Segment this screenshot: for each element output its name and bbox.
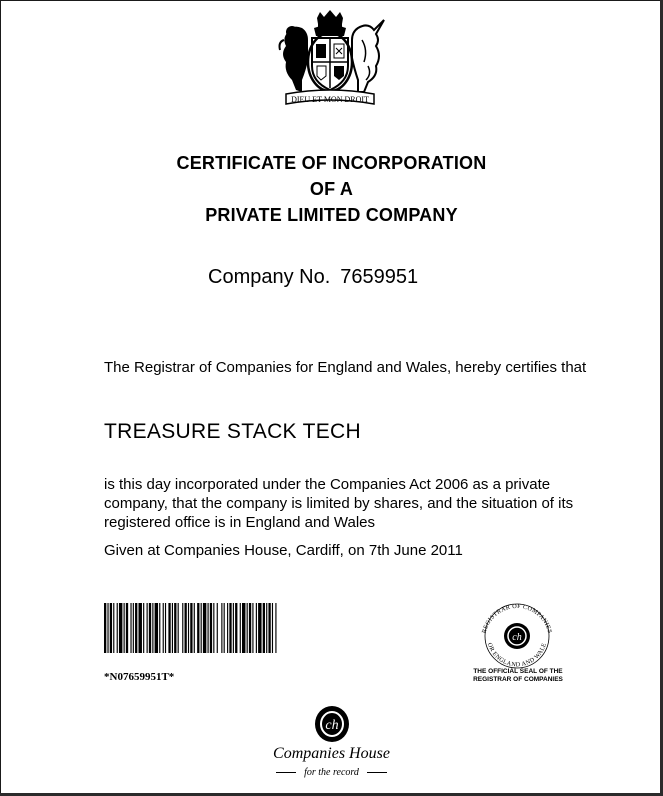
barcode-bar bbox=[203, 603, 206, 653]
svg-text:REGISTRAR OF COMPANIES: REGISTRAR OF COMPANIES bbox=[480, 602, 554, 635]
barcode-bar bbox=[194, 603, 195, 653]
barcode-bar bbox=[210, 603, 212, 653]
barcode-bar bbox=[168, 603, 170, 653]
seal-caption-line2: REGISTRAR OF COMPANIES bbox=[473, 676, 563, 683]
seal-caption-line1: THE OFFICIAL SEAL OF THE bbox=[473, 668, 563, 675]
barcode-bar bbox=[201, 603, 202, 653]
certificate-title-line2: OF A bbox=[309, 179, 354, 199]
barcode-bar bbox=[124, 603, 125, 653]
barcode-bar bbox=[233, 603, 234, 653]
barcode-bar bbox=[182, 603, 183, 653]
companies-house-name: Companies House bbox=[273, 745, 390, 762]
barcode-bar bbox=[149, 603, 151, 653]
barcode-bar bbox=[224, 603, 225, 653]
barcode-bar bbox=[185, 603, 187, 653]
barcode-bar bbox=[135, 603, 137, 653]
barcode-bar bbox=[143, 603, 144, 653]
svg-text:DIEU ET MON DROIT: DIEU ET MON DROIT bbox=[291, 95, 369, 104]
barcode-bar bbox=[252, 603, 253, 653]
barcode-bar bbox=[197, 603, 199, 653]
barcode-bar bbox=[256, 603, 257, 653]
incorporation-statement: is this day incorporated under the Companies Act 2006 as a private company, that the company is limited by shares, and the situation of its registered office is in England and Wales bbox=[104, 476, 574, 531]
barcode-bar bbox=[221, 603, 222, 653]
barcode-bar bbox=[217, 603, 218, 653]
barcode-bar bbox=[172, 603, 173, 653]
certificate-title-line1: CERTIFICATE OF INCORPORATION bbox=[176, 153, 487, 173]
tagline-dash-left bbox=[276, 772, 296, 773]
barcode-bar bbox=[263, 603, 265, 653]
barcode-bar bbox=[117, 603, 118, 653]
seal-caption bbox=[466, 668, 570, 684]
barcode-bar bbox=[159, 603, 160, 653]
company-number-label: Company No. bbox=[208, 266, 331, 288]
svg-text:FOR ENGLAND AND WALES: OR ENGLAND AND WALE bbox=[485, 641, 549, 669]
company-number-value: 7659951 bbox=[340, 266, 419, 288]
certificate-title-line3: PRIVATE LIMITED COMPANY bbox=[205, 205, 458, 225]
barcode-bar bbox=[155, 603, 158, 653]
barcode-bar bbox=[240, 603, 241, 653]
official-seal-icon bbox=[470, 600, 564, 670]
barcode-bar bbox=[130, 603, 131, 653]
barcode-bar bbox=[266, 603, 267, 653]
barcode-bar bbox=[235, 603, 237, 653]
barcode-bar bbox=[119, 603, 122, 653]
barcode-bar bbox=[268, 603, 270, 653]
barcode-bar bbox=[258, 603, 261, 653]
svg-text:ch: ch bbox=[325, 718, 339, 733]
barcode-bar bbox=[126, 603, 128, 653]
registrar-statement: The Registrar of Companies for England and Wales, hereby certifies that bbox=[104, 359, 587, 376]
barcode bbox=[104, 603, 362, 653]
barcode-bar bbox=[190, 603, 192, 653]
barcode-bar bbox=[174, 603, 176, 653]
company-name: TREASURE STACK TECH bbox=[104, 420, 361, 443]
barcode-bar bbox=[242, 603, 245, 653]
barcode-bar bbox=[104, 603, 106, 653]
barcode-bar bbox=[163, 603, 164, 653]
barcode-bar bbox=[188, 603, 189, 653]
companies-house-tagline-row bbox=[0, 767, 663, 778]
barcode-bar bbox=[107, 603, 108, 653]
barcode-bar bbox=[152, 603, 153, 653]
barcode-bar bbox=[147, 603, 148, 653]
barcode-bar bbox=[110, 603, 112, 653]
barcode-bar bbox=[208, 603, 209, 653]
barcode-bar bbox=[247, 603, 248, 653]
company-number-row bbox=[208, 266, 418, 289]
svg-text:ch: ch bbox=[512, 632, 522, 643]
barcode-bar bbox=[133, 603, 134, 653]
barcode-text: *N07659951T* bbox=[104, 671, 175, 683]
barcode-bar bbox=[113, 603, 114, 653]
barcode-bar bbox=[249, 603, 251, 653]
royal-coat-of-arms-icon bbox=[272, 10, 388, 108]
barcode-bar bbox=[139, 603, 142, 653]
given-at-statement: Given at Companies House, Cardiff, on 7th June 2011 bbox=[104, 542, 463, 559]
barcode-bar bbox=[229, 603, 231, 653]
barcode-bar bbox=[213, 603, 214, 653]
barcode-bar bbox=[227, 603, 228, 653]
tagline-dash-right bbox=[367, 772, 387, 773]
barcode-bar bbox=[178, 603, 179, 653]
companies-house-logo-icon bbox=[307, 704, 357, 744]
companies-house-tagline: for the record bbox=[304, 767, 359, 778]
barcode-bar bbox=[275, 603, 276, 653]
barcode-bar bbox=[165, 603, 166, 653]
barcode-bar bbox=[272, 603, 273, 653]
